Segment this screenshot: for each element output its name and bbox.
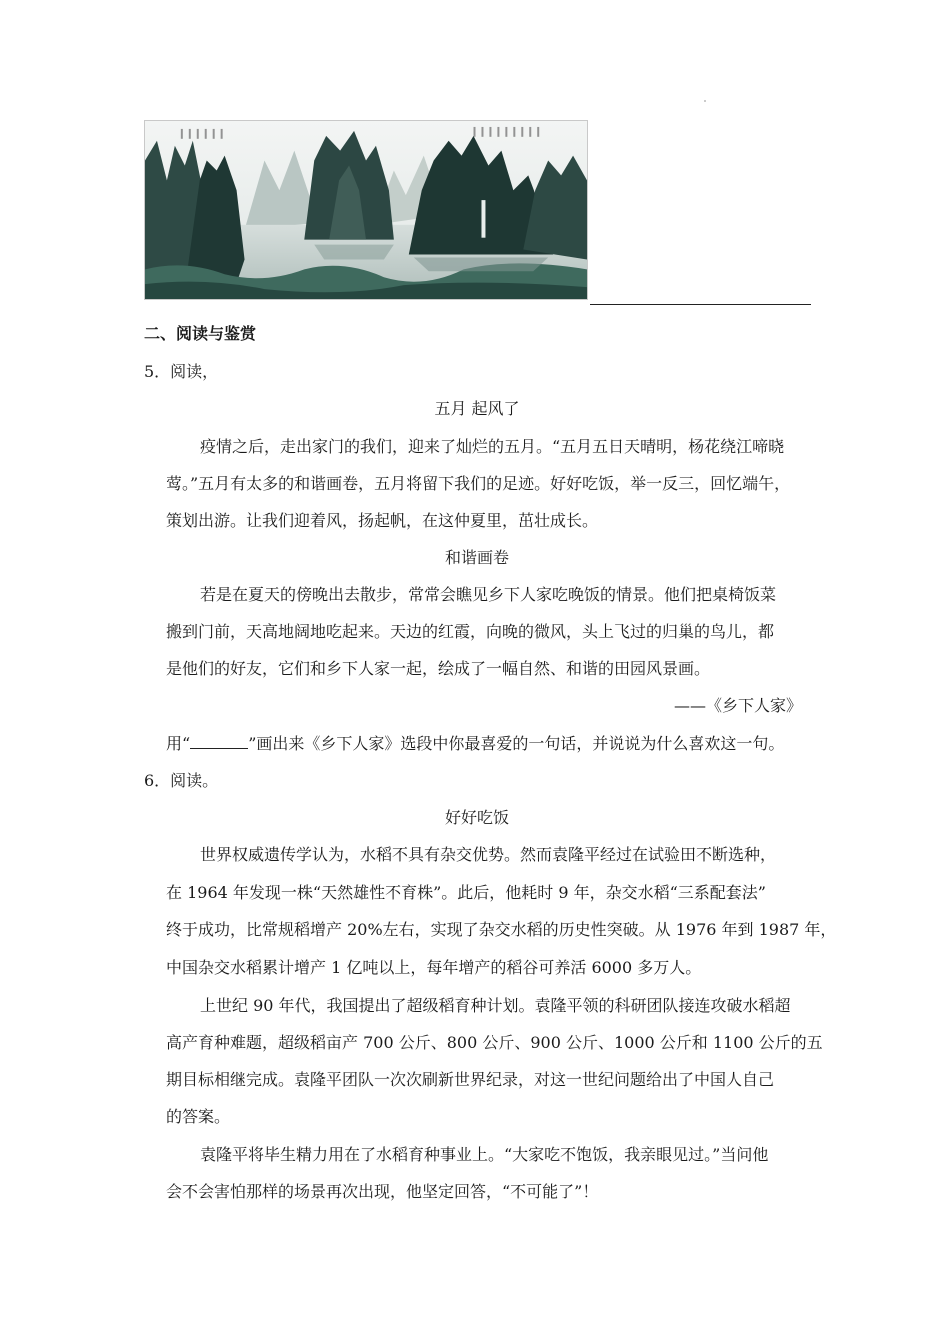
section-heading: 二、阅读与鉴赏 [144,324,257,343]
page-speck [704,100,706,102]
q6-para1-line3: 终于成功，比常规稻增产 20%左右，实现了杂交水稻的历史性突破。从 1976 年到 1987 年， [166,920,837,939]
q6-para1-line4: 中国杂交水稻累计增产 1 亿吨以上，每年增产的稻谷可养活 6000 多万人。 [166,958,702,977]
q6-para1-line2: 在 1964 年发现一株“天然雄性不育株”。此后，他耗时 9 年，杂交水稻“三系配套法” [166,883,766,902]
q5-task-after: ”画出来《乡下人家》选段中你最喜爱的一句话，并说说为什么喜欢这一句。 [248,734,785,753]
landscape-painting-image [144,120,588,300]
q5-fill-blank[interactable] [190,734,248,749]
q5-para2-line3: 是他们的好友，它们和乡下人家一起，绘成了一幅自然、和谐的田园风景画。 [166,659,711,678]
q5-para1-line1: 疫情之后，走出家门的我们，迎来了灿烂的五月。“五月五日天晴明，杨花绕江啼晓 [200,437,785,456]
q5-para1-line2: 莺。”五月有太多的和谐画卷，五月将留下我们的足迹。好好吃饭，举一反三，回忆端午， [166,474,791,493]
question-5-subtitle: 和谐画卷 [444,548,509,567]
landscape-painting-graphic [145,121,587,299]
question-6-label: 6．阅读。 [144,771,219,790]
answer-underline[interactable] [590,304,811,305]
q5-para1-line3: 策划出游。让我们迎着风，扬起帆，在这仲夏里，茁壮成长。 [166,511,599,530]
question-6-title: 好好吃饭 [444,808,509,827]
q6-para2-line3: 期目标相继完成。袁隆平团队一次次刷新世界纪录，对这一世纪问题给出了中国人自己 [166,1070,775,1089]
q5-para2-line2: 搬到门前，天高地阔地吃起来。天边的红霞，向晚的微风，头上飞过的归巢的鸟儿，都 [166,622,775,641]
q6-para2-line2: 高产育种难题，超级稻亩产 700 公斤、800 公斤、900 公斤、1000 公斤和 1100 公斤的五 [166,1033,823,1052]
question-5-label: 5．阅读， [144,362,219,381]
q6-para1-line1: 世界权威遗传学认为，水稻不具有杂交优势。然而袁隆平经过在试验田不断选种， [200,845,777,864]
q6-para3-line1: 袁隆平将毕生精力用在了水稻育种事业上。“大家吃不饱饭，我亲眼见过。”当问他 [200,1145,769,1164]
q5-task-before: 用“ [166,734,191,753]
q6-para2-line4: 的答案。 [166,1107,231,1126]
q5-task [166,734,784,754]
q6-para2-line1: 上世纪 90 年代，我国提出了超级稻育种计划。袁隆平领的科研团队接连攻破水稻超 [200,996,791,1015]
q5-source-attribution: ——《乡下人家》 [673,696,802,715]
q6-para3-line2: 会不会害怕那样的场景再次出现，他坚定回答，“不可能了”！ [166,1182,599,1201]
question-5-title: 五月 起风了 [434,399,520,418]
q5-para2-line1: 若是在夏天的傍晚出去散步，常常会瞧见乡下人家吃晚饭的情景。他们把桌椅饭菜 [200,585,777,604]
